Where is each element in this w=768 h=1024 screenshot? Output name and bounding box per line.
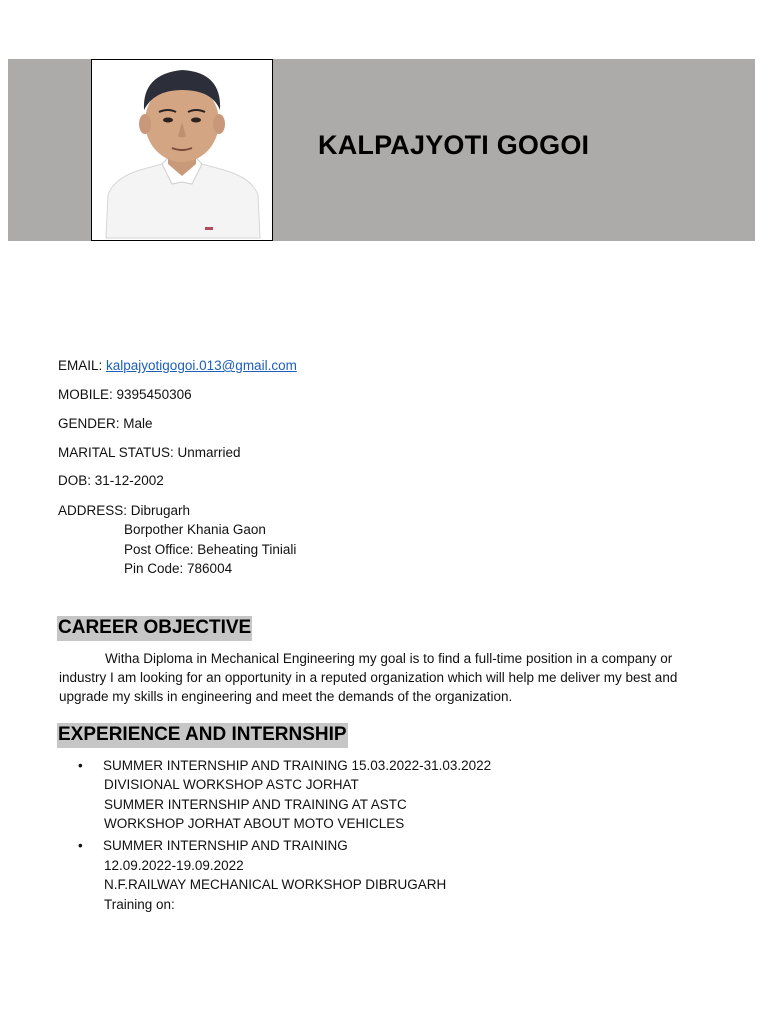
bullet-icon: • bbox=[78, 758, 83, 773]
experience-line: N.F.RAILWAY MECHANICAL WORKSHOP DIBRUGARH bbox=[104, 877, 447, 892]
profile-photo bbox=[91, 59, 273, 241]
experience-line: WORKSHOP JORHAT ABOUT MOTO VEHICLES bbox=[104, 816, 405, 831]
experience-line: SUMMER INTERNSHIP AND TRAINING AT ASTC bbox=[104, 797, 407, 812]
dob-row: DOB: 31-12-2002 bbox=[58, 473, 164, 488]
candidate-name: KALPAJYOTI GOGOI bbox=[318, 130, 590, 160]
email-link[interactable]: kalpajyotigogoi.013@gmail.com bbox=[106, 358, 297, 373]
experience-line: 12.09.2022-19.09.2022 bbox=[104, 858, 244, 873]
address-row: ADDRESS: Dibrugarh bbox=[58, 503, 191, 518]
experience-line: Training on: bbox=[104, 897, 175, 912]
marital-status-row: MARITAL STATUS: Unmarried bbox=[58, 445, 241, 460]
experience-line: SUMMER INTERNSHIP AND TRAINING 15.03.2022-31.03.2022 bbox=[103, 758, 492, 773]
bullet-icon: • bbox=[78, 838, 83, 853]
address-line: Borpother Khania Gaon bbox=[124, 522, 266, 537]
gender-row: GENDER: Male bbox=[58, 416, 153, 431]
mobile-row: MOBILE: 9395450306 bbox=[58, 387, 192, 402]
experience-line: SUMMER INTERNSHIP AND TRAINING bbox=[103, 838, 348, 853]
career-objective-heading: CAREER OBJECTIVE bbox=[57, 616, 252, 641]
experience-line: DIVISIONAL WORKSHOP ASTC JORHAT bbox=[104, 777, 359, 792]
career-objective-text: Witha Diploma in Mechanical Engineering my goal is to find a full-time position in a company or industry I am looking for an opportunity in a reputed organization which will help me deliver my best and upgrade my skills in engineering and meet the demands of the organization. bbox=[59, 651, 678, 704]
email-row bbox=[58, 358, 297, 373]
experience-heading: EXPERIENCE AND INTERNSHIP bbox=[57, 723, 348, 748]
email-label: EMAIL: bbox=[58, 358, 107, 373]
address-line: Post Office: Beheating Tiniali bbox=[124, 542, 297, 557]
person-photo-icon bbox=[92, 60, 272, 240]
address-line: Pin Code: 786004 bbox=[124, 561, 233, 576]
